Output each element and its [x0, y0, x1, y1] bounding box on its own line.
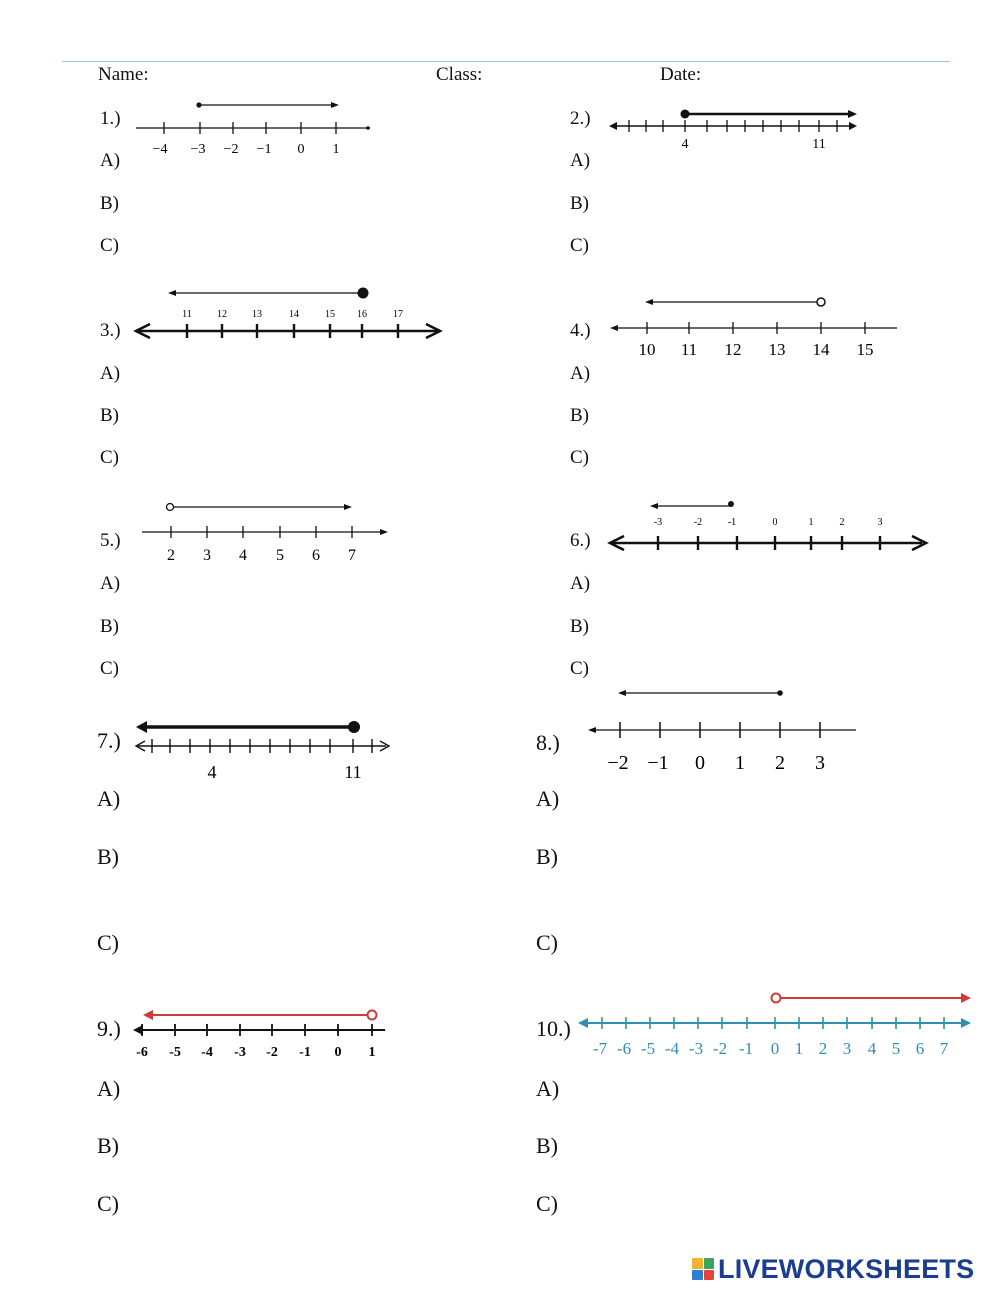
problem-10-number-line: [572, 983, 977, 1063]
tick-label: 16: [357, 309, 367, 320]
arrow-head: [618, 690, 626, 696]
tick-label: 12: [724, 340, 742, 359]
arrow-head: [331, 102, 339, 108]
problem-1-number-line: [130, 95, 380, 165]
tick-label: 12: [217, 309, 227, 320]
tick-label: −1: [256, 142, 272, 157]
tick-label: −1: [647, 752, 669, 774]
tick-label: -2: [266, 1045, 278, 1060]
tick-label: 0: [772, 517, 778, 528]
tick-label: -3: [688, 1039, 704, 1058]
option-a-label: A): [100, 150, 121, 171]
closed-endpoint: [358, 288, 369, 299]
class-label: Class:: [436, 64, 483, 85]
tick-label: 13: [768, 340, 786, 359]
problem-7-number: 7.): [97, 728, 121, 753]
closed-endpoint: [728, 501, 734, 507]
tick-label: -5: [169, 1045, 181, 1060]
problem-6-number: 6.): [570, 530, 591, 551]
option-b-label: B): [570, 616, 589, 637]
option-b-label: B): [97, 1133, 119, 1158]
closed-endpoint: [777, 690, 783, 696]
tick-label: 2: [818, 1039, 828, 1058]
closed-endpoint: [196, 102, 201, 107]
tick-label: 5: [891, 1039, 901, 1058]
liveworksheets-logo-icon: [692, 1258, 714, 1280]
option-b-label: B): [97, 844, 119, 869]
option-a-label: A): [536, 1076, 560, 1101]
problem-2-number: 2.): [570, 108, 591, 129]
tick-label: −2: [607, 752, 629, 774]
option-c-label: C): [100, 447, 119, 468]
problem-7-number-line: [132, 712, 397, 787]
tick-label: 17: [393, 309, 403, 320]
tick-label: -1: [299, 1045, 311, 1060]
tick-label: 7: [939, 1039, 949, 1058]
tick-label: 13: [252, 309, 262, 320]
tick-label: 4: [239, 547, 247, 564]
problem-3-number: 3.): [100, 320, 121, 341]
tick-label: -6: [136, 1045, 148, 1060]
option-a-label: A): [536, 786, 560, 811]
tick-label: -7: [592, 1039, 608, 1058]
option-a-label: A): [570, 363, 591, 384]
open-endpoint: [368, 1011, 377, 1020]
tick-label: -1: [738, 1039, 754, 1058]
closed-endpoint: [348, 721, 360, 733]
tick-label: 14: [289, 309, 299, 320]
option-c-label: C): [536, 930, 558, 955]
option-b-label: B): [570, 193, 589, 214]
tick-label: -5: [640, 1039, 656, 1058]
tick-label: 0: [334, 1045, 342, 1060]
option-a-label: A): [570, 573, 591, 594]
option-c-label: C): [97, 930, 119, 955]
tick-label: 5: [276, 547, 284, 564]
option-b-label: B): [100, 193, 119, 214]
tick-label: 2: [839, 517, 845, 528]
arrow-head: [961, 993, 971, 1003]
tick-label: −3: [190, 142, 206, 157]
problem-4-number-line: [605, 290, 905, 365]
option-a-label: A): [100, 573, 121, 594]
option-c-label: C): [570, 658, 589, 679]
tick-label: 1: [808, 517, 814, 528]
option-b-label: B): [536, 1133, 558, 1158]
tick-label: -4: [664, 1039, 680, 1058]
tick-label: 7: [348, 547, 356, 564]
date-label: Date:: [660, 64, 702, 85]
open-endpoint: [772, 994, 781, 1003]
problem-8-number-line: [582, 680, 867, 780]
tick-label: 15: [325, 309, 335, 320]
tick-label: 1: [794, 1039, 804, 1058]
option-a-label: A): [97, 786, 121, 811]
tick-label: -3: [234, 1045, 246, 1060]
tick-label: 4: [207, 762, 217, 782]
option-a-label: A): [570, 150, 591, 171]
arrow-head: [848, 110, 857, 118]
problem-3-number-line: [130, 280, 450, 345]
tick-label: 4: [867, 1039, 877, 1058]
option-b-label: B): [100, 616, 119, 637]
tick-label: -4: [201, 1045, 213, 1060]
option-c-label: C): [100, 658, 119, 679]
tick-label: 10: [638, 340, 656, 359]
arrow-head: [143, 1010, 153, 1020]
closed-endpoint: [681, 110, 690, 119]
problem-9-number-line: [125, 1000, 395, 1065]
tick-label: 11: [344, 762, 362, 782]
problem-8-number: 8.): [536, 730, 560, 755]
tick-label: 11: [680, 340, 698, 359]
option-c-label: C): [97, 1191, 119, 1216]
tick-label: 1: [368, 1045, 376, 1060]
liveworksheets-brand[interactable]: [692, 1254, 974, 1284]
tick-label: 0: [695, 752, 705, 774]
brand-wordmark: LIVEWORKSHEETS: [718, 1253, 975, 1284]
option-b-label: B): [536, 844, 558, 869]
tick-label: -2: [712, 1039, 728, 1058]
tick-label: 2: [167, 547, 175, 564]
option-c-label: C): [570, 235, 589, 256]
name-label: Name:: [98, 64, 149, 85]
problem-5-number-line: [138, 495, 398, 570]
arrow-head: [645, 299, 653, 305]
problem-5-number: 5.): [100, 530, 121, 551]
option-a-label: A): [97, 1076, 121, 1101]
arrow-head: [344, 504, 352, 510]
tick-label: -2: [693, 517, 703, 528]
option-c-label: C): [536, 1191, 558, 1216]
option-c-label: C): [100, 235, 119, 256]
tick-label: −4: [152, 142, 168, 157]
tick-label: 2: [775, 752, 785, 774]
tick-label: 0: [770, 1039, 780, 1058]
problem-10-number: 10.): [536, 1016, 571, 1041]
tick-label: 4: [681, 137, 689, 152]
tick-label: 3: [842, 1039, 852, 1058]
problem-9-number: 9.): [97, 1016, 121, 1041]
problem-1-number: 1.): [100, 108, 121, 129]
open-endpoint: [817, 298, 825, 306]
tick-label: 1: [332, 142, 340, 157]
tick-label: 3: [877, 517, 883, 528]
open-endpoint: [167, 504, 174, 511]
problem-6-number-line: [600, 495, 935, 560]
option-b-label: B): [570, 405, 589, 426]
tick-label: 14: [812, 340, 830, 359]
tick-label: 1: [735, 752, 745, 774]
header-rule: [62, 61, 950, 62]
problem-2-number-line: [605, 100, 865, 155]
option-a-label: A): [100, 363, 121, 384]
tick-label: -3: [653, 517, 663, 528]
tick-label: -6: [616, 1039, 632, 1058]
tick-label: 11: [182, 309, 192, 320]
option-c-label: C): [570, 447, 589, 468]
tick-label: 15: [856, 340, 874, 359]
tick-label: 6: [312, 547, 320, 564]
option-b-label: B): [100, 405, 119, 426]
tick-label: 3: [815, 752, 825, 774]
arrow-head: [168, 290, 176, 296]
problem-4-number: 4.): [570, 320, 591, 341]
tick-label: 11: [812, 137, 826, 152]
tick-label: 0: [297, 142, 305, 157]
tick-label: 3: [203, 547, 211, 564]
tick-label: −2: [223, 142, 239, 157]
arrow-head: [650, 503, 658, 509]
tick-label: -1: [727, 517, 737, 528]
arrow-head: [136, 721, 147, 733]
tick-label: 6: [915, 1039, 925, 1058]
